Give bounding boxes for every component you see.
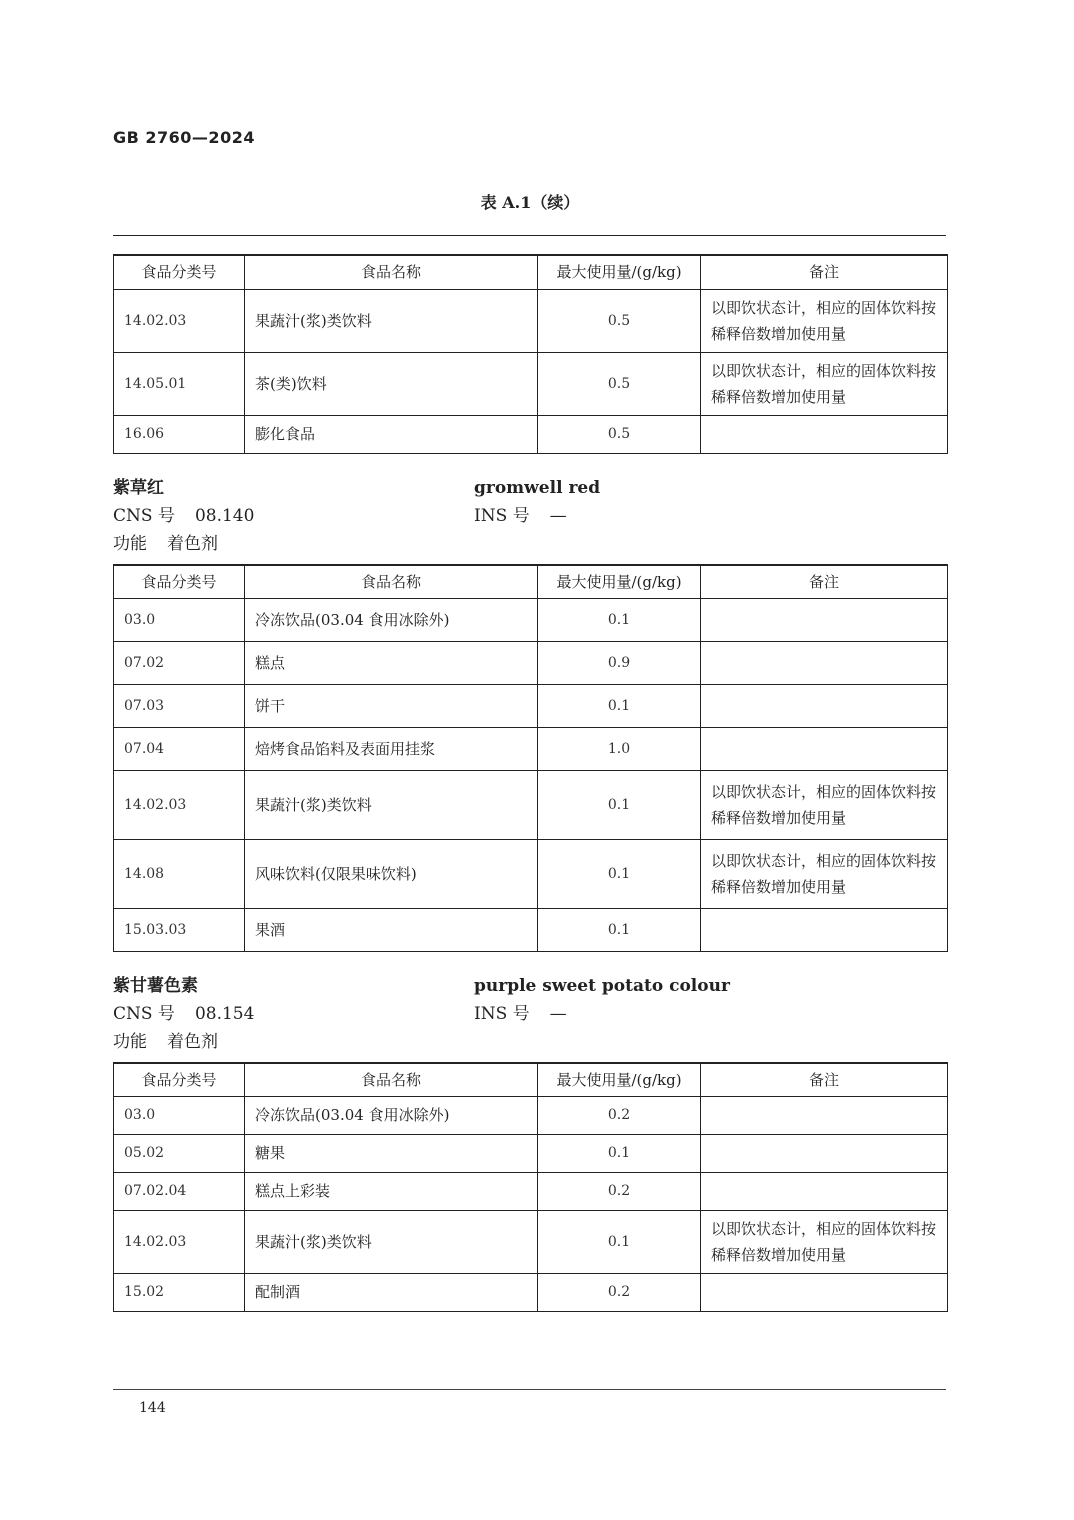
cell-name: 果蔬汁(浆)类饮料 — [245, 1210, 538, 1273]
cell-max: 0.1 — [538, 1210, 701, 1273]
cell-code: 05.02 — [114, 1134, 245, 1172]
cell-name: 茶(类)饮料 — [245, 352, 538, 415]
table-continued — [113, 254, 948, 454]
column-header-code: 食品分类号 — [114, 565, 245, 598]
cns-number: CNS 号 08.154 — [113, 1004, 255, 1024]
table-row — [114, 289, 948, 352]
cell-name: 果蔬汁(浆)类饮料 — [245, 770, 538, 839]
additive-name-cn: 紫甘薯色素 — [113, 976, 198, 996]
cell-code: 07.02 — [114, 641, 245, 684]
column-header-note: 备注 — [701, 255, 948, 289]
cell-note — [701, 1134, 948, 1172]
cell-max: 0.1 — [538, 598, 701, 641]
additive-name-en: gromwell red — [474, 478, 601, 498]
cell-note — [701, 1273, 948, 1311]
cell-name: 风味饮料(仅限果味饮料) — [245, 839, 538, 908]
cell-max: 0.2 — [538, 1096, 701, 1134]
table-gromwell-red — [113, 564, 948, 952]
cell-note — [701, 684, 948, 727]
additive-heading-gromwell-red — [113, 474, 946, 558]
header-rule — [113, 235, 946, 236]
cell-code: 15.03.03 — [114, 908, 245, 951]
table-header-row — [114, 1063, 948, 1096]
cell-max: 1.0 — [538, 727, 701, 770]
cell-note — [701, 598, 948, 641]
column-header-note: 备注 — [701, 565, 948, 598]
table-header-row — [114, 565, 948, 598]
table-title: 表 A.1（续） — [480, 193, 580, 212]
cell-note: 以即饮状态计，相应的固体饮料按稀释倍数增加使用量 — [701, 289, 948, 352]
table-row — [114, 908, 948, 951]
cell-code: 14.02.03 — [114, 1210, 245, 1273]
column-header-max: 最大使用量/(g/kg) — [538, 255, 701, 289]
cell-code: 07.03 — [114, 684, 245, 727]
cell-max: 0.5 — [538, 415, 701, 453]
function-line: 功能 着色剂 — [113, 1032, 218, 1052]
additive-heading-purple-sweet-potato-colour — [113, 972, 946, 1056]
page-number: 144 — [139, 1400, 166, 1416]
column-header-max: 最大使用量/(g/kg) — [538, 1063, 701, 1096]
table-row — [114, 1172, 948, 1210]
column-header-code: 食品分类号 — [114, 1063, 245, 1096]
cell-name: 果蔬汁(浆)类饮料 — [245, 289, 538, 352]
cell-max: 0.9 — [538, 641, 701, 684]
cell-note — [701, 641, 948, 684]
footer-rule — [113, 1389, 946, 1390]
cell-note: 以即饮状态计，相应的固体饮料按稀释倍数增加使用量 — [701, 770, 948, 839]
cell-code: 03.0 — [114, 598, 245, 641]
cell-name: 糕点上彩装 — [245, 1172, 538, 1210]
cell-code: 14.02.03 — [114, 770, 245, 839]
cell-max: 0.1 — [538, 684, 701, 727]
cell-code: 03.0 — [114, 1096, 245, 1134]
table-row — [114, 1096, 948, 1134]
ins-number: INS 号 — — [474, 506, 567, 526]
cell-note: 以即饮状态计，相应的固体饮料按稀释倍数增加使用量 — [701, 352, 948, 415]
cell-name: 膨化食品 — [245, 415, 538, 453]
cell-note — [701, 1096, 948, 1134]
cell-name: 配制酒 — [245, 1273, 538, 1311]
cell-max: 0.2 — [538, 1172, 701, 1210]
table-row — [114, 641, 948, 684]
cell-code: 07.04 — [114, 727, 245, 770]
column-header-max: 最大使用量/(g/kg) — [538, 565, 701, 598]
cell-code: 14.02.03 — [114, 289, 245, 352]
table-row — [114, 1273, 948, 1311]
cell-note — [701, 908, 948, 951]
cell-note — [701, 1172, 948, 1210]
standard-code: GB 2760—2024 — [113, 128, 255, 147]
cell-note: 以即饮状态计，相应的固体饮料按稀释倍数增加使用量 — [701, 839, 948, 908]
cell-max: 0.2 — [538, 1273, 701, 1311]
cell-name: 糖果 — [245, 1134, 538, 1172]
cell-note — [701, 727, 948, 770]
table-row — [114, 770, 948, 839]
cell-max: 0.1 — [538, 839, 701, 908]
cell-max: 0.5 — [538, 289, 701, 352]
column-header-name: 食品名称 — [245, 1063, 538, 1096]
table-row — [114, 727, 948, 770]
cell-code: 16.06 — [114, 415, 245, 453]
cell-name: 焙烤食品馅料及表面用挂浆 — [245, 727, 538, 770]
table-row — [114, 1134, 948, 1172]
table-row — [114, 352, 948, 415]
cell-code: 07.02.04 — [114, 1172, 245, 1210]
cell-name: 冷冻饮品(03.04 食用冰除外) — [245, 1096, 538, 1134]
cell-code: 14.05.01 — [114, 352, 245, 415]
column-header-name: 食品名称 — [245, 565, 538, 598]
cell-max: 0.5 — [538, 352, 701, 415]
cell-code: 15.02 — [114, 1273, 245, 1311]
additive-name-en: purple sweet potato colour — [474, 976, 730, 996]
cell-note: 以即饮状态计，相应的固体饮料按稀释倍数增加使用量 — [701, 1210, 948, 1273]
column-header-note: 备注 — [701, 1063, 948, 1096]
cell-max: 0.1 — [538, 1134, 701, 1172]
cell-note — [701, 415, 948, 453]
function-line: 功能 着色剂 — [113, 534, 218, 554]
table-row — [114, 598, 948, 641]
table-row — [114, 684, 948, 727]
cell-max: 0.1 — [538, 908, 701, 951]
table-row — [114, 1210, 948, 1273]
table-row — [114, 415, 948, 453]
column-header-name: 食品名称 — [245, 255, 538, 289]
table-header-row — [114, 255, 948, 289]
additive-name-cn: 紫草红 — [113, 478, 164, 498]
cell-name: 冷冻饮品(03.04 食用冰除外) — [245, 598, 538, 641]
cell-name: 果酒 — [245, 908, 538, 951]
cell-code: 14.08 — [114, 839, 245, 908]
cell-max: 0.1 — [538, 770, 701, 839]
cell-name: 糕点 — [245, 641, 538, 684]
table-row — [114, 839, 948, 908]
cell-name: 饼干 — [245, 684, 538, 727]
table-purple-sweet-potato-colour — [113, 1062, 948, 1312]
ins-number: INS 号 — — [474, 1004, 567, 1024]
column-header-code: 食品分类号 — [114, 255, 245, 289]
cns-number: CNS 号 08.140 — [113, 506, 255, 526]
